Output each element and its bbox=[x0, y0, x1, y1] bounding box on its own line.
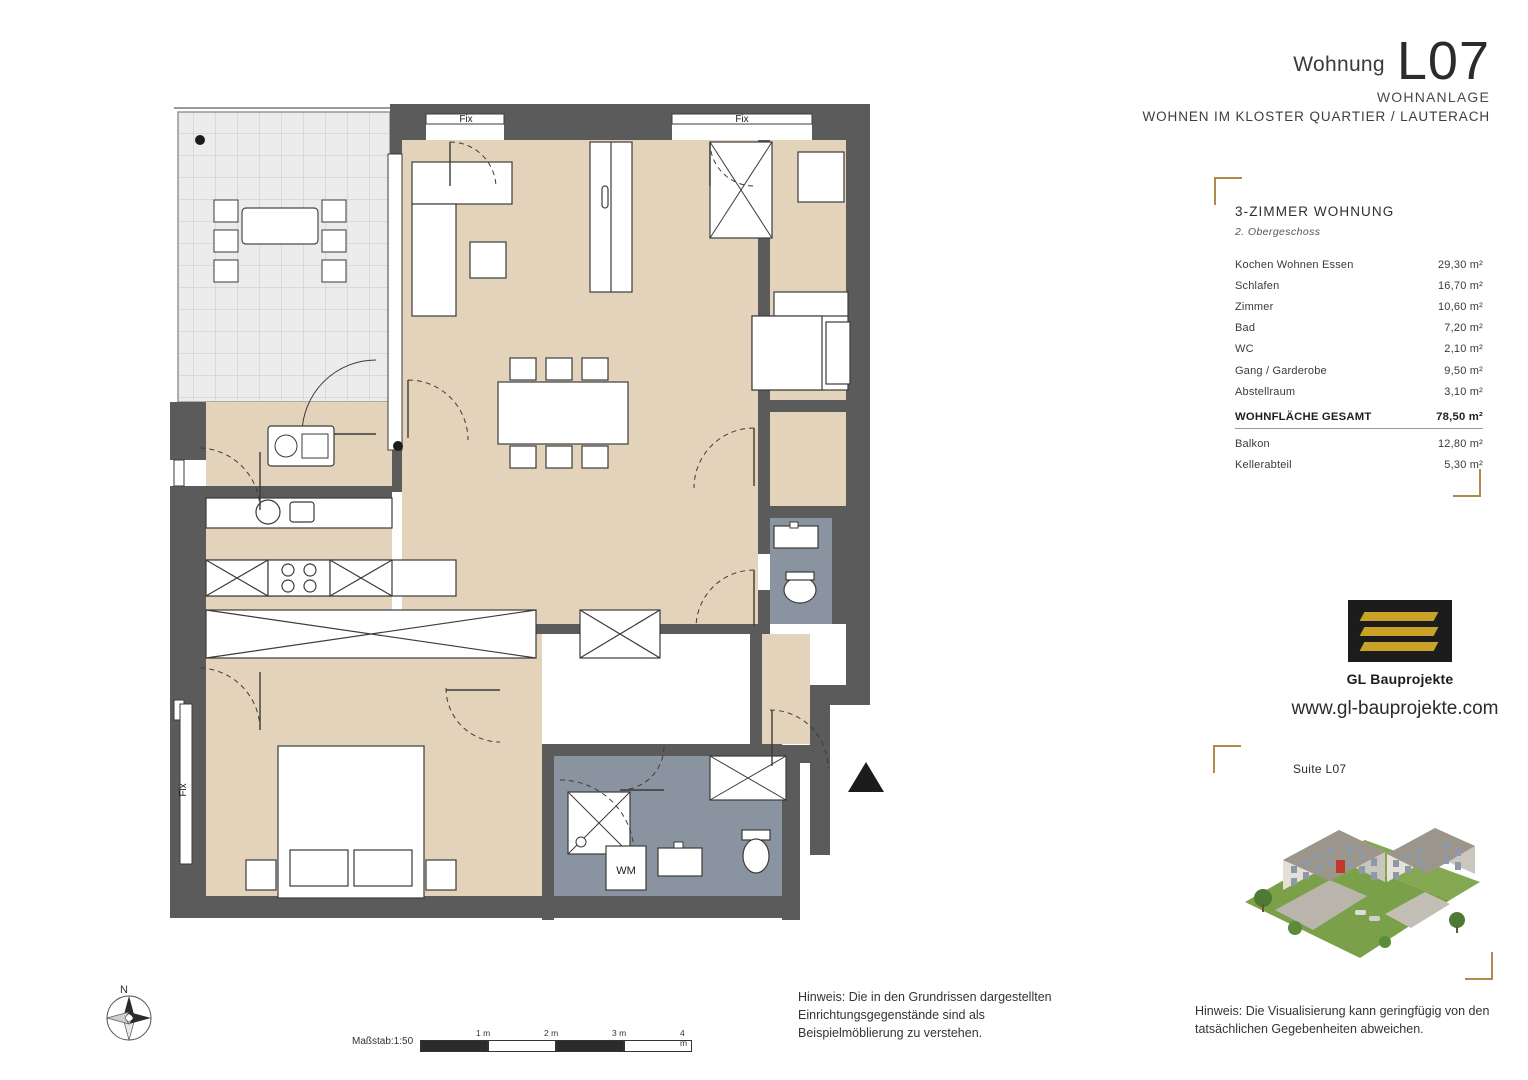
header-block bbox=[1140, 31, 1490, 125]
washing-machine-label: WM bbox=[616, 865, 636, 877]
page-title bbox=[1140, 31, 1490, 91]
entrance-arrow-icon bbox=[848, 762, 884, 792]
room-type: 3-ZIMMER WOHNUNG bbox=[1235, 204, 1395, 219]
scale-tick: 3 m bbox=[612, 1028, 627, 1038]
table-row bbox=[1235, 381, 1483, 402]
bracket-top-left bbox=[1213, 745, 1241, 773]
scale-tick: 4 m bbox=[680, 1028, 688, 1048]
floor-level: 2. Obergeschoss bbox=[1235, 226, 1321, 238]
area-value: 12,80 m² bbox=[1437, 437, 1483, 450]
label-fix-top-right: Fix bbox=[735, 114, 749, 125]
unit-code: L07 bbox=[1396, 31, 1490, 91]
table-row bbox=[1235, 429, 1483, 455]
area-value: 5,30 m² bbox=[1444, 459, 1483, 472]
area-label: Kochen Wohnen Essen bbox=[1235, 258, 1354, 271]
area-label: Kellerabteil bbox=[1235, 459, 1292, 472]
area-value: 29,30 m² bbox=[1437, 258, 1483, 271]
area-spec-box bbox=[1215, 178, 1483, 496]
website-link[interactable]: www.gl-bauprojekte.com bbox=[1291, 698, 1499, 719]
furniture-note: Hinweis: Die in den Grundrissen dargestellten Einrichtungsgegenstände sind als Beispielmöblierung zu verstehen. bbox=[798, 990, 1052, 1041]
area-value: 3,10 m² bbox=[1444, 385, 1483, 398]
area-label: Gang / Garderobe bbox=[1235, 364, 1327, 377]
area-value: 2,10 m² bbox=[1444, 343, 1483, 356]
table-row bbox=[1235, 275, 1483, 296]
label-fix-top-left: Fix bbox=[459, 114, 473, 125]
table-row bbox=[1235, 318, 1483, 339]
area-label: Zimmer bbox=[1235, 300, 1274, 313]
scale-label: Maßstab:1:50 bbox=[352, 1036, 414, 1047]
visualization-note: Hinweis: Die Visualisierung kann geringfügig von den tatsächlichen Gegebenheiten abweichen. bbox=[1195, 1004, 1490, 1037]
building-visualization bbox=[1235, 782, 1485, 967]
logo-icon bbox=[1348, 600, 1452, 662]
area-label: WC bbox=[1235, 343, 1254, 356]
brand-name: GL Bauprojekte bbox=[1346, 671, 1454, 687]
area-label: Bad bbox=[1235, 322, 1256, 335]
title-prefix: Wohnung bbox=[1293, 53, 1385, 77]
scale-tick: 2 m bbox=[544, 1028, 559, 1038]
total-label: WOHNFLÄCHE GESAMT bbox=[1235, 411, 1372, 424]
table-row bbox=[1235, 296, 1483, 317]
area-value: 16,70 m² bbox=[1437, 279, 1483, 292]
area-value: 7,20 m² bbox=[1444, 322, 1483, 335]
total-value: 78,50 m² bbox=[1436, 411, 1483, 424]
table-row bbox=[1235, 339, 1483, 360]
brand-logo bbox=[1305, 600, 1495, 687]
area-value: 9,50 m² bbox=[1444, 364, 1483, 377]
label-fix-left: Fix bbox=[178, 783, 189, 797]
floor-plan bbox=[150, 90, 940, 940]
table-row bbox=[1235, 360, 1483, 381]
total-row bbox=[1235, 402, 1483, 428]
scale-tick: 1 m bbox=[476, 1028, 491, 1038]
compass-icon bbox=[98, 984, 160, 1056]
compass-label: N bbox=[120, 984, 128, 996]
floor-plan-drawing bbox=[150, 90, 940, 940]
kitchen-island bbox=[206, 610, 660, 658]
storage-closet bbox=[710, 142, 772, 238]
area-label: Schlafen bbox=[1235, 279, 1280, 292]
area-table bbox=[1235, 254, 1483, 476]
area-label: Abstellraum bbox=[1235, 385, 1296, 398]
table-row bbox=[1235, 455, 1483, 476]
area-value: 10,60 m² bbox=[1437, 300, 1483, 313]
table-row bbox=[1235, 254, 1483, 275]
furniture-bedroom bbox=[246, 746, 456, 898]
subtitle-wohnanlage: WOHNANLAGE bbox=[1376, 89, 1490, 106]
area-label: Balkon bbox=[1235, 437, 1270, 450]
ruler bbox=[420, 1028, 692, 1052]
subtitle-project: WOHNEN IM KLOSTER QUARTIER / LAUTERACH bbox=[1142, 109, 1490, 125]
suite-label: Suite L07 bbox=[1293, 762, 1347, 776]
